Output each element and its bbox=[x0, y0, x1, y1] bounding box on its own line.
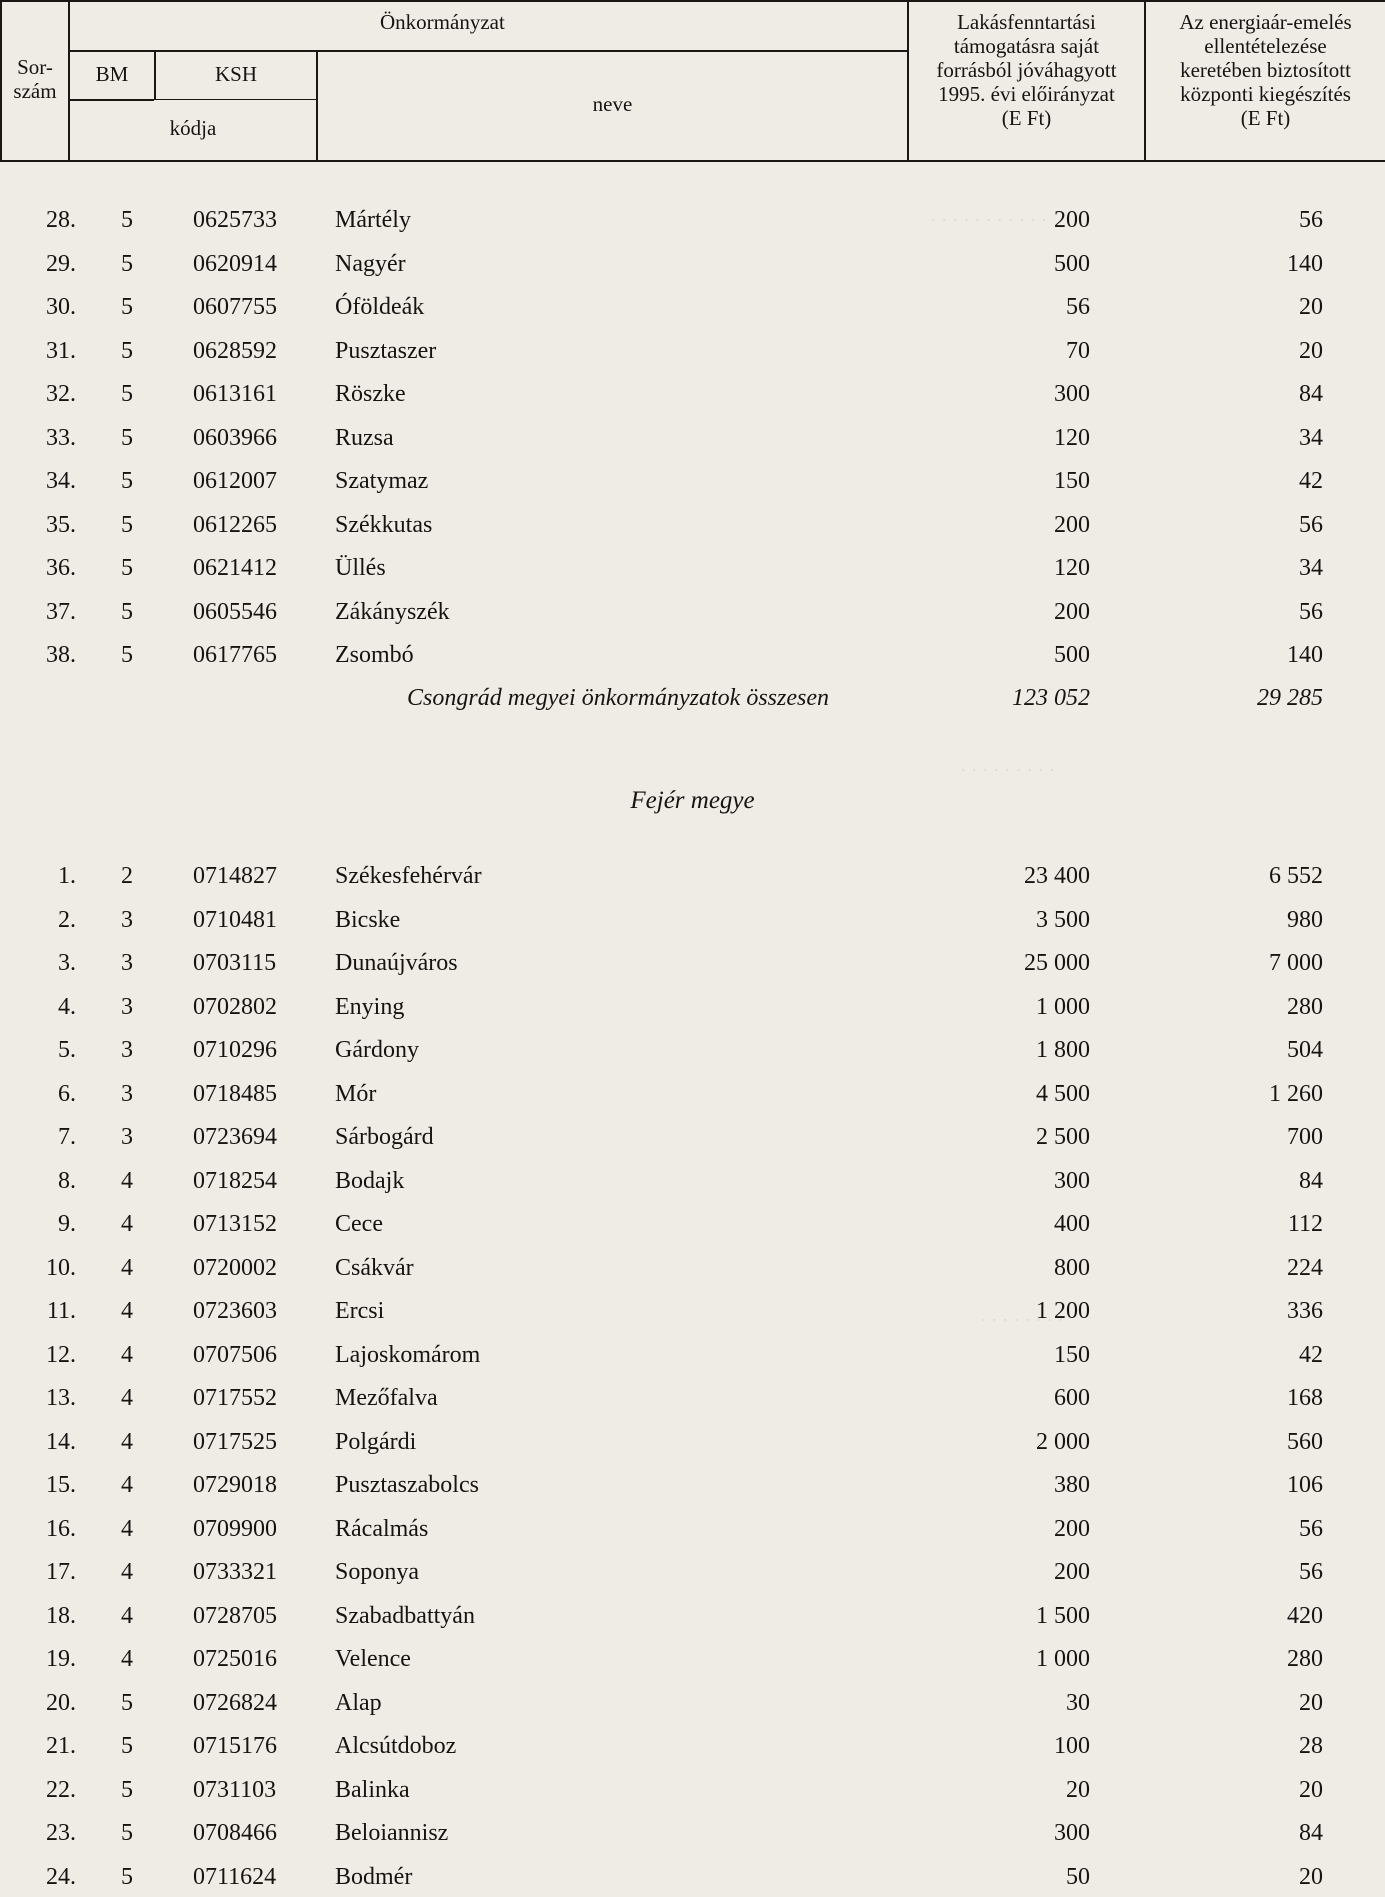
row-number: 24. bbox=[46, 1863, 76, 1890]
header-kodja: kódja bbox=[169, 116, 217, 140]
energiaar-value: 42 bbox=[1299, 468, 1323, 494]
table-row bbox=[0, 200, 1385, 240]
municipality-name: Mór bbox=[335, 1080, 377, 1107]
energiaar-value: 84 bbox=[1299, 1820, 1323, 1846]
ksh-code: 0718485 bbox=[193, 1080, 277, 1107]
row-number: 35. bbox=[46, 511, 76, 538]
ksh-code: 0620914 bbox=[193, 250, 277, 277]
lakasfenntartasi-value: 1 000 bbox=[1036, 1646, 1090, 1672]
energiaar-value: 20 bbox=[1299, 294, 1323, 320]
row-number: 7. bbox=[58, 1124, 76, 1150]
table-row bbox=[0, 1639, 1385, 1679]
municipality-name: Óföldeák bbox=[335, 294, 425, 320]
bm-code: 4 bbox=[121, 1385, 133, 1411]
table-row bbox=[0, 418, 1385, 458]
municipality-name: Zákányszék bbox=[335, 598, 450, 625]
ksh-code: 0702802 bbox=[193, 993, 277, 1020]
municipality-name: Enying bbox=[335, 993, 405, 1020]
row-number: 18. bbox=[46, 1602, 76, 1629]
header-energiaar: Az energiaár-emelés ellentételezése keretében biztosított központi kiegészítés (E Ft) bbox=[1179, 10, 1352, 130]
ksh-code: 0729018 bbox=[193, 1472, 277, 1498]
ksh-code: 0703115 bbox=[193, 950, 277, 976]
ksh-code: 0728705 bbox=[193, 1602, 277, 1629]
energiaar-value: 20 bbox=[1299, 337, 1323, 364]
bm-code: 5 bbox=[121, 1776, 133, 1803]
row-number: 17. bbox=[46, 1559, 76, 1585]
table-row bbox=[0, 1204, 1385, 1244]
header-ksh: KSH bbox=[214, 62, 257, 86]
lakasfenntartasi-value: 23 400 bbox=[1024, 863, 1090, 889]
municipality-name: Soponya bbox=[335, 1559, 419, 1585]
municipality-name: Lajoskomárom bbox=[335, 1341, 481, 1368]
bm-code: 5 bbox=[121, 1820, 133, 1846]
table-row bbox=[0, 1117, 1385, 1157]
table-row bbox=[0, 1726, 1385, 1766]
lakasfenntartasi-value: 2 500 bbox=[1036, 1124, 1090, 1150]
table-row bbox=[0, 1335, 1385, 1375]
bm-code: 4 bbox=[121, 1167, 133, 1194]
energiaar-value: 20 bbox=[1299, 1863, 1323, 1890]
table-row bbox=[0, 505, 1385, 545]
municipality-name: Velence bbox=[335, 1646, 411, 1672]
bm-code: 5 bbox=[121, 424, 133, 451]
ksh-code: 0723603 bbox=[193, 1298, 277, 1324]
municipality-name: Rácalmás bbox=[335, 1515, 429, 1542]
row-number: 33. bbox=[46, 424, 76, 451]
row-number: 21. bbox=[46, 1733, 76, 1759]
energiaar-value: 140 bbox=[1287, 250, 1323, 277]
row-number: 30. bbox=[46, 294, 76, 320]
total-value-energia: 29 285 bbox=[1257, 685, 1323, 711]
bm-code: 5 bbox=[121, 1689, 133, 1716]
energiaar-value: 700 bbox=[1287, 1124, 1323, 1150]
energiaar-value: 56 bbox=[1299, 207, 1323, 233]
bm-code: 5 bbox=[121, 250, 133, 277]
lakasfenntartasi-value: 150 bbox=[1054, 468, 1090, 494]
table-row bbox=[0, 1509, 1385, 1549]
table-row bbox=[0, 1683, 1385, 1723]
bm-code: 5 bbox=[121, 642, 133, 668]
row-number: 19. bbox=[46, 1646, 76, 1672]
row-number: 37. bbox=[46, 598, 76, 625]
row-number: 11. bbox=[46, 1298, 76, 1324]
energiaar-value: 140 bbox=[1287, 642, 1323, 668]
municipality-name: Mártély bbox=[335, 207, 411, 233]
row-number: 36. bbox=[46, 555, 76, 581]
lakasfenntartasi-value: 1 800 bbox=[1036, 1037, 1090, 1063]
row-number: 13. bbox=[46, 1385, 76, 1411]
municipality-name: Bodajk bbox=[335, 1167, 405, 1194]
municipality-name: Csákvár bbox=[335, 1254, 414, 1281]
energiaar-value: 7 000 bbox=[1269, 950, 1323, 976]
municipality-name: Alap bbox=[335, 1689, 382, 1716]
lakasfenntartasi-value: 300 bbox=[1054, 1167, 1090, 1194]
table-row bbox=[0, 244, 1385, 284]
ksh-code: 0710296 bbox=[193, 1037, 277, 1063]
row-number: 23. bbox=[46, 1820, 76, 1846]
bm-code: 4 bbox=[121, 1515, 133, 1542]
bm-code: 4 bbox=[121, 1559, 133, 1585]
row-number: 1. bbox=[58, 863, 76, 889]
municipality-name: Mezőfalva bbox=[335, 1385, 438, 1411]
ksh-code: 0717525 bbox=[193, 1428, 277, 1455]
ksh-code: 0621412 bbox=[193, 555, 277, 581]
municipality-name: Nagyér bbox=[335, 250, 406, 277]
header-sorszam: Sor- szám bbox=[13, 55, 57, 103]
municipality-name: Cece bbox=[335, 1211, 383, 1237]
municipality-name: Szatymaz bbox=[335, 468, 429, 494]
bm-code: 4 bbox=[121, 1472, 133, 1498]
ksh-code: 0723694 bbox=[193, 1124, 277, 1150]
energiaar-value: 84 bbox=[1299, 381, 1323, 407]
energiaar-value: 106 bbox=[1287, 1472, 1323, 1498]
municipality-name: Bodmér bbox=[335, 1863, 413, 1890]
bm-code: 3 bbox=[121, 1080, 133, 1107]
row-number: 16. bbox=[46, 1515, 76, 1542]
bm-code: 2 bbox=[121, 863, 133, 889]
row-number: 32. bbox=[46, 381, 76, 407]
energiaar-value: 280 bbox=[1287, 1646, 1323, 1672]
row-number: 6. bbox=[58, 1080, 76, 1107]
bm-code: 3 bbox=[121, 1037, 133, 1063]
ksh-code: 0613161 bbox=[193, 381, 277, 407]
header-neve: neve bbox=[592, 92, 633, 116]
table-row bbox=[0, 1857, 1385, 1897]
municipality-name: Dunaújváros bbox=[335, 950, 458, 976]
lakasfenntartasi-value: 500 bbox=[1054, 250, 1090, 277]
lakasfenntartasi-value: 1 000 bbox=[1036, 993, 1090, 1020]
lakasfenntartasi-value: 3 500 bbox=[1036, 906, 1090, 933]
bm-code: 3 bbox=[121, 950, 133, 976]
lakasfenntartasi-value: 25 000 bbox=[1024, 950, 1090, 976]
municipality-name: Alcsútdoboz bbox=[335, 1733, 457, 1759]
table-row bbox=[0, 1074, 1385, 1114]
table-row bbox=[0, 1552, 1385, 1592]
lakasfenntartasi-value: 50 bbox=[1066, 1863, 1090, 1890]
row-number: 28. bbox=[46, 207, 76, 233]
ksh-code: 0612265 bbox=[193, 511, 277, 538]
header-onkormanyzat: Önkormányzat bbox=[380, 10, 505, 34]
row-number: 31. bbox=[46, 337, 76, 364]
table-row bbox=[0, 1161, 1385, 1201]
row-number: 8. bbox=[58, 1167, 76, 1194]
energiaar-value: 56 bbox=[1299, 598, 1323, 625]
municipality-name: Székesfehérvár bbox=[335, 863, 482, 889]
table-row bbox=[0, 900, 1385, 940]
ksh-code: 0715176 bbox=[193, 1733, 277, 1759]
table-row bbox=[0, 1291, 1385, 1331]
row-number: 9. bbox=[58, 1211, 76, 1237]
energiaar-value: 34 bbox=[1299, 424, 1323, 451]
energiaar-value: 336 bbox=[1287, 1298, 1323, 1324]
table-row bbox=[0, 461, 1385, 501]
municipality-name: Székkutas bbox=[335, 511, 433, 538]
ksh-code: 0603966 bbox=[193, 424, 277, 451]
table-row bbox=[0, 1248, 1385, 1288]
bm-code: 5 bbox=[121, 598, 133, 625]
row-number: 3. bbox=[58, 950, 76, 976]
ksh-code: 0628592 bbox=[193, 337, 277, 364]
bm-code: 4 bbox=[121, 1646, 133, 1672]
lakasfenntartasi-value: 150 bbox=[1054, 1341, 1090, 1368]
table-row bbox=[0, 1770, 1385, 1810]
ksh-code: 0708466 bbox=[193, 1820, 277, 1846]
table-row bbox=[0, 287, 1385, 327]
bm-code: 5 bbox=[121, 294, 133, 320]
table-row bbox=[0, 331, 1385, 371]
lakasfenntartasi-value: 300 bbox=[1054, 381, 1090, 407]
row-number: 12. bbox=[46, 1341, 76, 1368]
lakasfenntartasi-value: 300 bbox=[1054, 1820, 1090, 1846]
table-row bbox=[0, 856, 1385, 896]
bm-code: 4 bbox=[121, 1341, 133, 1368]
lakasfenntartasi-value: 380 bbox=[1054, 1472, 1090, 1498]
row-number: 20. bbox=[46, 1689, 76, 1716]
total-label: Csongrád megyei önkormányzatok összesen bbox=[407, 685, 829, 711]
lakasfenntartasi-value: 200 bbox=[1054, 598, 1090, 625]
energiaar-value: 20 bbox=[1299, 1776, 1323, 1803]
municipality-name: Ruzsa bbox=[335, 424, 394, 451]
row-number: 10. bbox=[46, 1254, 76, 1281]
ksh-code: 0714827 bbox=[193, 863, 277, 889]
table-row bbox=[0, 1422, 1385, 1462]
ksh-code: 0605546 bbox=[193, 598, 277, 625]
row-number: 2. bbox=[58, 906, 76, 933]
energiaar-value: 56 bbox=[1299, 1515, 1323, 1542]
row-number: 29. bbox=[46, 250, 76, 277]
bm-code: 5 bbox=[121, 1733, 133, 1759]
lakasfenntartasi-value: 120 bbox=[1054, 424, 1090, 451]
municipality-name: Röszke bbox=[335, 381, 406, 407]
ksh-code: 0733321 bbox=[193, 1559, 277, 1585]
lakasfenntartasi-value: 1 200 bbox=[1036, 1298, 1090, 1324]
ksh-code: 0617765 bbox=[193, 642, 277, 668]
bm-code: 4 bbox=[121, 1602, 133, 1629]
ksh-code: 0720002 bbox=[193, 1254, 277, 1281]
bm-code: 4 bbox=[121, 1254, 133, 1281]
ksh-code: 0612007 bbox=[193, 468, 277, 494]
table-header bbox=[0, 0, 1385, 162]
lakasfenntartasi-value: 200 bbox=[1054, 511, 1090, 538]
lakasfenntartasi-value: 20 bbox=[1066, 1776, 1090, 1803]
csongrad-total-row bbox=[0, 678, 1385, 718]
table-row bbox=[0, 1030, 1385, 1070]
energiaar-value: 56 bbox=[1299, 1559, 1323, 1585]
ksh-code: 0713152 bbox=[193, 1211, 277, 1237]
energiaar-value: 56 bbox=[1299, 511, 1323, 538]
bm-code: 5 bbox=[121, 468, 133, 494]
lakasfenntartasi-value: 1 500 bbox=[1036, 1602, 1090, 1629]
table-row bbox=[0, 374, 1385, 414]
energiaar-value: 1 260 bbox=[1269, 1080, 1323, 1107]
table-row bbox=[0, 592, 1385, 632]
municipality-name: Szabadbattyán bbox=[335, 1602, 475, 1629]
table-row bbox=[0, 1813, 1385, 1853]
table-row bbox=[0, 1596, 1385, 1636]
lakasfenntartasi-value: 800 bbox=[1054, 1254, 1090, 1281]
energiaar-value: 6 552 bbox=[1269, 863, 1323, 889]
energiaar-value: 420 bbox=[1287, 1602, 1323, 1629]
row-number: 15. bbox=[46, 1472, 76, 1498]
county-title-fejer: Fejér megye bbox=[630, 787, 755, 814]
lakasfenntartasi-value: 70 bbox=[1066, 337, 1090, 364]
ksh-code: 0707506 bbox=[193, 1341, 277, 1368]
lakasfenntartasi-value: 600 bbox=[1054, 1385, 1090, 1411]
bm-code: 3 bbox=[121, 906, 133, 933]
lakasfenntartasi-value: 400 bbox=[1054, 1211, 1090, 1237]
document-page: · · · · · · · · · · · · · · · · · · · · · · · · · · · · Sor- szám Önkormányzat BM KSH kódja neve Lakásfenntartási támogatásra saját forrásból jóváhagyott 1995. évi előirányzat (E Ft) Az energiaár-emelés ellentételezése keretében biztosított központi kiegészítés (E Ft) 28. 5 0625733 Mártély 200 56 29. 5 0620914 Nagyér 500 140 30. 5 0607755 Óföldeák 56 20 31. 5 0628592 Pusztaszer 70 20 32. 5 0613161 Röszke 300 84 33. 5 0603966 Ruzsa 120 34 34. 5 0612007 Szatymaz 150 42 35. 5 0612265 Székkutas 200 56 36. 5 0621412 Üllés 120 34 37. 5 0605546 Zákányszék 200 56 38. 5 0617765 Zsombó 500 140 Csongrád megyei önkormányzatok összesen 123 052 29 285 Fejér megye 1. 2 0714827 Székesfehérvár 23 400 6 552 2. 3 0710481 Bicske 3 500 980 3. 3 0703115 Dunaújváros 25 000 7 000 4. 3 0702802 Enying 1 000 280 5. 3 0710296 Gárdony 1 800 504 6. 3 0718485 Mór 4 500 1 260 7. 3 0723694 Sárbogárd 2 500 700 8. 4 0718254 Bodajk 300 84 9. 4 0713152 Cece 400 112 10. 4 0720002 Csákvár 800 224 11. 4 0723603 Ercsi 1 200 336 12. 4 0707506 Lajoskomárom 150 42 13. 4 0717552 Mezőfalva 600 168 14. 4 0717525 Polgárdi 2 000 560 15. 4 0729018 Pusztaszabolcs 380 106 16. 4 0709900 Rácalmás 200 56 17. 4 0733321 Soponya 200 56 18. 4 0728705 Szabadbattyán 1 500 420 19. 4 0725016 Velence 1 000 280 20. 5 0726824 Alap 30 20 21. 5 0715176 Alcsútdoboz 100 28 22. 5 0731103 Balinka 20 20 23. 5 0708466 Beloiannisz 300 84 24. 5 0711624 Bodmér 50 20 bbox=[0, 0, 1385, 1896]
municipality-name: Pusztaszabolcs bbox=[335, 1472, 479, 1498]
bm-code: 4 bbox=[121, 1298, 133, 1324]
lakasfenntartasi-value: 4 500 bbox=[1036, 1080, 1090, 1107]
energiaar-value: 168 bbox=[1287, 1385, 1323, 1411]
ksh-code: 0717552 bbox=[193, 1385, 277, 1411]
header-lakasfenntartasi: Lakásfenntartási támogatásra saját forrásból jóváhagyott 1995. évi előirányzat (E Ft) bbox=[936, 10, 1117, 130]
energiaar-value: 504 bbox=[1287, 1037, 1323, 1063]
municipality-name: Polgárdi bbox=[335, 1428, 417, 1455]
bm-code: 4 bbox=[121, 1428, 133, 1455]
bm-code: 5 bbox=[121, 381, 133, 407]
row-number: 22. bbox=[46, 1776, 76, 1803]
energiaar-value: 28 bbox=[1299, 1733, 1323, 1759]
municipality-name: Balinka bbox=[335, 1776, 410, 1803]
municipality-name: Beloiannisz bbox=[335, 1820, 449, 1846]
bm-code: 5 bbox=[121, 1863, 133, 1890]
energiaar-value: 34 bbox=[1299, 555, 1323, 581]
municipality-name: Pusztaszer bbox=[335, 337, 437, 364]
ksh-code: 0726824 bbox=[193, 1689, 277, 1716]
energiaar-value: 980 bbox=[1287, 906, 1323, 933]
bm-code: 5 bbox=[121, 337, 133, 364]
municipality-name: Üllés bbox=[335, 555, 386, 581]
row-number: 34. bbox=[46, 468, 76, 494]
energiaar-value: 280 bbox=[1287, 993, 1323, 1020]
table-row bbox=[0, 1378, 1385, 1418]
ksh-code: 0710481 bbox=[193, 906, 277, 933]
municipality-name: Zsombó bbox=[335, 642, 414, 668]
lakasfenntartasi-value: 100 bbox=[1054, 1733, 1090, 1759]
lakasfenntartasi-value: 200 bbox=[1054, 207, 1090, 233]
energiaar-value: 84 bbox=[1299, 1167, 1323, 1194]
ksh-code: 0607755 bbox=[193, 294, 277, 320]
lakasfenntartasi-value: 2 000 bbox=[1036, 1428, 1090, 1455]
energiaar-value: 20 bbox=[1299, 1689, 1323, 1716]
total-value-lakas: 123 052 bbox=[1012, 685, 1090, 711]
ksh-code: 0711624 bbox=[193, 1863, 277, 1890]
bm-code: 3 bbox=[121, 993, 133, 1020]
lakasfenntartasi-value: 200 bbox=[1054, 1559, 1090, 1585]
bm-code: 5 bbox=[121, 555, 133, 581]
bm-code: 5 bbox=[121, 511, 133, 538]
header-bm: BM bbox=[95, 62, 129, 86]
bm-code: 5 bbox=[121, 207, 133, 233]
row-number: 38. bbox=[46, 642, 76, 668]
energiaar-value: 224 bbox=[1287, 1254, 1323, 1281]
municipality-name: Bicske bbox=[335, 906, 401, 933]
ksh-code: 0725016 bbox=[193, 1646, 277, 1672]
municipality-name: Sárbogárd bbox=[335, 1124, 434, 1150]
municipality-name: Gárdony bbox=[335, 1037, 419, 1063]
row-number: 4. bbox=[58, 993, 76, 1020]
bm-code: 3 bbox=[121, 1124, 133, 1150]
lakasfenntartasi-value: 56 bbox=[1066, 294, 1090, 320]
ksh-code: 0718254 bbox=[193, 1167, 277, 1194]
ksh-code: 0731103 bbox=[193, 1776, 277, 1803]
ksh-code: 0709900 bbox=[193, 1515, 277, 1542]
row-number: 14. bbox=[46, 1428, 76, 1455]
row-number: 5. bbox=[58, 1037, 76, 1063]
energiaar-value: 112 bbox=[1287, 1211, 1323, 1237]
bm-code: 4 bbox=[121, 1211, 133, 1237]
energiaar-value: 42 bbox=[1299, 1341, 1323, 1368]
lakasfenntartasi-value: 120 bbox=[1054, 555, 1090, 581]
municipality-name: Ercsi bbox=[335, 1298, 385, 1324]
table-row bbox=[0, 635, 1385, 675]
table-row bbox=[0, 1465, 1385, 1505]
lakasfenntartasi-value: 200 bbox=[1054, 1515, 1090, 1542]
energiaar-value: 560 bbox=[1287, 1428, 1323, 1455]
ksh-code: 0625733 bbox=[193, 207, 277, 233]
lakasfenntartasi-value: 30 bbox=[1066, 1689, 1090, 1716]
lakasfenntartasi-value: 500 bbox=[1054, 642, 1090, 668]
table-row bbox=[0, 987, 1385, 1027]
table-row bbox=[0, 943, 1385, 983]
table-row bbox=[0, 548, 1385, 588]
